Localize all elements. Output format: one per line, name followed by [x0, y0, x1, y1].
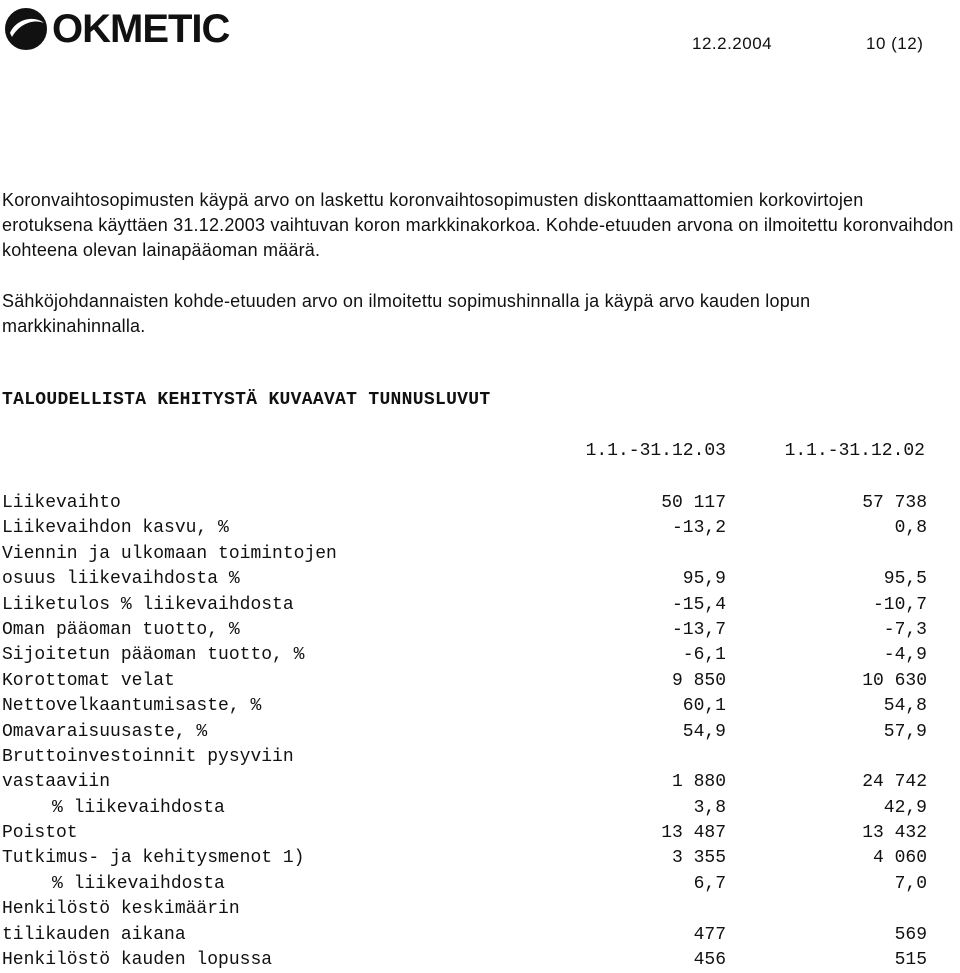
value-2002: -4,9 [883, 645, 927, 666]
value-2002: 7,0 [894, 873, 927, 894]
table-row [2, 516, 927, 541]
column-header-2002: 1.1.-31.12.02 [784, 441, 925, 461]
row-label: tilikauden aikana [2, 924, 186, 945]
value-2003: 456 [693, 950, 726, 971]
value-2002: 95,5 [883, 569, 927, 590]
row-label: Liiketulos % liikevaihdosta [2, 594, 294, 615]
table-row [2, 593, 927, 618]
table-row [2, 720, 927, 745]
document-date: 12.2.2004 [692, 34, 773, 53]
value-2002: 54,8 [883, 696, 927, 717]
value-2002: 10 630 [862, 670, 927, 691]
row-label: % liikevaihdosta [52, 873, 225, 894]
section-heading: TALOUDELLISTA KEHITYSTÄ KUVAAVAT TUNNUSLUVUT [2, 390, 491, 410]
value-2003: -13,7 [671, 619, 726, 640]
table-row [2, 745, 927, 770]
value-2003: 3 355 [671, 848, 726, 869]
table-row [2, 897, 927, 922]
table-row [2, 542, 927, 567]
value-2003: -15,4 [671, 594, 726, 615]
row-label: Henkilöstö kauden lopussa [2, 950, 273, 971]
value-2003: 477 [693, 924, 726, 945]
value-2003: 1 880 [671, 772, 726, 793]
value-2003: -13,2 [671, 518, 726, 539]
value-2003: 95,9 [682, 569, 726, 590]
key-figures-table [2, 491, 927, 973]
paragraph-interest-swaps: Koronvaihtosopimusten käypä arvo on laskettu koronvaihtosopimusten diskonttaamattomien korkovirtojen erotuksena käyttäen 31.12.2003 vaihtuvan koron markkinakorkoa. Kohde-etuuden arvona on ilmoitettu koronvaihdon kohteena olevan lainapääoman määrä. [2, 190, 954, 260]
value-2003: -6,1 [682, 645, 726, 666]
row-label: osuus liikevaihdosta % [2, 569, 240, 590]
table-row [2, 567, 927, 592]
row-label: Korottomat velat [2, 670, 175, 691]
table-row [2, 618, 927, 643]
row-label: Sijoitetun pääoman tuotto, % [2, 645, 305, 666]
row-label: Bruttoinvestoinnit pysyviin [2, 746, 294, 767]
paragraph-electricity-derivatives: Sähköjohdannaisten kohde-etuuden arvo on ilmoitettu sopimushinnalla ja käypä arvo kauden lopun markkinahinnalla. [2, 291, 811, 336]
row-label: vastaaviin [2, 772, 111, 793]
value-2002: 57 738 [862, 493, 927, 513]
table-row [2, 491, 927, 516]
value-2003: 6,7 [693, 873, 726, 894]
table-row [2, 669, 927, 694]
value-2002: 42,9 [883, 797, 927, 818]
table-row [2, 643, 927, 668]
table-row [2, 694, 927, 719]
value-2003: 50 117 [661, 493, 726, 513]
value-2002: 4 060 [872, 848, 927, 869]
row-label: Henkilöstö keskimäärin [2, 899, 240, 920]
value-2003: 13 487 [661, 823, 726, 844]
value-2003: 3,8 [693, 797, 726, 818]
value-2002: -7,3 [883, 619, 927, 640]
column-header-2003: 1.1.-31.12.03 [585, 441, 726, 461]
table-row [2, 770, 927, 795]
row-label: Poistot [2, 823, 78, 844]
value-2003: 9 850 [671, 670, 726, 691]
row-label: Viennin ja ulkomaan toimintojen [2, 543, 337, 564]
value-2002: 0,8 [894, 518, 927, 539]
row-label: Omavaraisuusaste, % [2, 721, 208, 742]
value-2002: 13 432 [862, 823, 927, 844]
company-logo [4, 6, 266, 52]
table-row [2, 923, 927, 948]
logo-text: OKMETIC [52, 7, 230, 51]
value-2002: 24 742 [862, 772, 927, 793]
table-row [2, 821, 927, 846]
okmetic-logo-icon [4, 7, 48, 51]
row-label: % liikevaihdosta [52, 797, 225, 818]
row-label: Liikevaihto [2, 493, 121, 513]
row-label: Liikevaihdon kasvu, % [2, 518, 229, 539]
table-row [2, 872, 927, 897]
row-label: Nettovelkaantumisaste, % [2, 696, 262, 717]
value-2002: 569 [894, 924, 927, 945]
table-row [2, 846, 927, 871]
value-2002: -10,7 [872, 594, 927, 615]
row-label: Tutkimus- ja kehitysmenot 1) [2, 848, 305, 869]
table-row [2, 796, 927, 821]
value-2002: 515 [894, 950, 927, 971]
value-2003: 54,9 [682, 721, 726, 742]
row-label: Oman pääoman tuotto, % [2, 619, 240, 640]
value-2003: 60,1 [682, 696, 726, 717]
value-2002: 57,9 [883, 721, 927, 742]
page-number: 10 (12) [866, 34, 924, 53]
table-row [2, 948, 927, 973]
